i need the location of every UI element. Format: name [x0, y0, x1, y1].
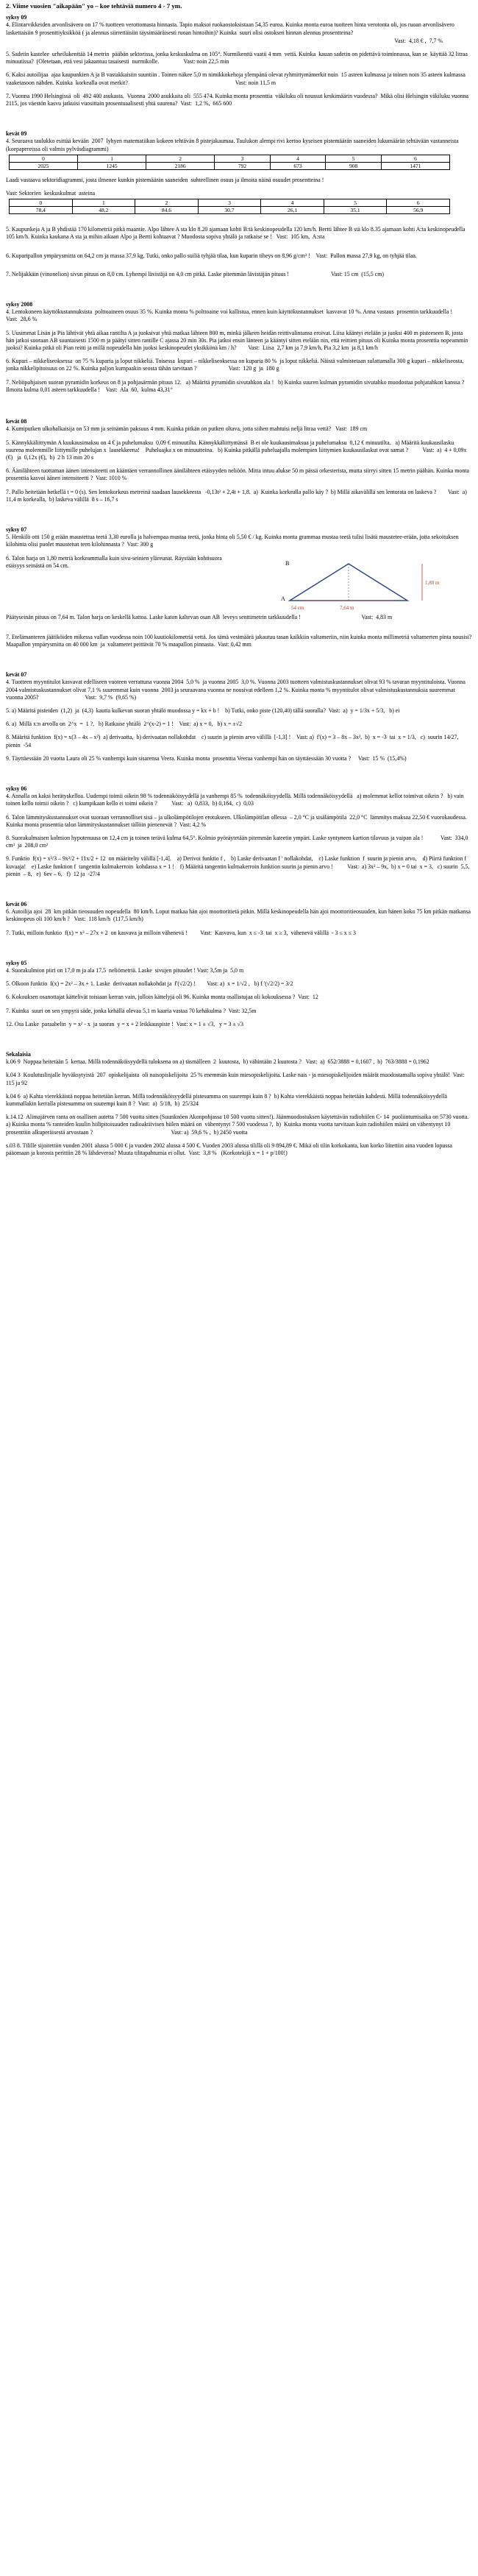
table-cell: 2025	[10, 162, 78, 169]
table-cell: 908	[326, 162, 382, 169]
table-cell: 5	[324, 199, 387, 207]
table-cell: 84,6	[135, 207, 199, 214]
overhang-label: 54 cm	[291, 604, 304, 611]
answer-text: Vast: Sektorien keskuskulmat asteina	[6, 190, 96, 197]
problem-text: 5. Olkoon funktio f(x) = 2x² – 3x + 1. Laske derivaatan nollakohdat ja f'(√2/2) ! Vast: a) x = 1/√2 , b) f '(√2/2) = 3/2	[6, 980, 293, 988]
problem-text: 4. Suorakulmion piiri on 17,0 m ja ala 17,5 neliömetriä. Laske sivujen pituudet ! Vast: 3,5m ja 5,0 m	[6, 967, 244, 974]
table-cell: 4	[261, 199, 324, 207]
section-heading-syksy-06: syksy 06	[6, 785, 27, 792]
problem-text: 8. Suorakulmaisen kolmion hypotenuusa on 12,4 cm ja toinen terävä kulma 64,5°. Kolmio pyöräytetään pitemmän kateetin ympäri. Laske syntyneen kartion tilavuus ja vaipan ala ! Vast: 334,0 cm³ ja 208,0 cm²	[6, 834, 470, 849]
table-row	[10, 199, 450, 207]
section-heading-kevat-08: kevät 08	[6, 418, 27, 425]
problem-text: 5. Henkilö otti 150 g erään maustettua teetä 3,30 eurolla ja halvempaa mustaa teetä, jonka hinta oli 5,50 € / kg. Kuinka monta grammaa mustaa teetä tulisi lisätä maustetee-erään, jotta sekoituksen kilohinta olisi puolet maustetun teen kilohinnasta ? Vast: 300 g	[6, 534, 460, 548]
problem-text: 4. Annalla on kaksi herätyskelloa. Uudempi toimii oikein 98 % todennäköisyydellä ja vanhempi 85 % todennäköisyydellä. Millä todennäköisyydellä a) molemmat kellot toimivat oikein ? b) vain toinen kello toimii oikein ? c) kumpikaan kello ei toimi oikein ? Vast: a) 0,833, b) 0,164, c) 0,03	[6, 793, 465, 807]
table-cell: 792	[215, 162, 271, 169]
problem-text: 7. Etelämanteren jäätiköiden mikessa vallan vuodessa noin 100 kuutiokilometriä vettä. Jos tämä vesimäärä jakautuu tasan kaikkiin valtameriin, niin kuinka monta millimetriä valtamerten pinta nousisi? Maapallon ympärysmitta on 40 000 km ja valtameret peittävät 70 % maapallon pinnasta. Vast: 0,42 mm	[6, 633, 474, 648]
point-a-label: A	[281, 595, 285, 602]
table-cell: 1245	[78, 162, 146, 169]
problem-text: 7. Tutki, milloin funktio f(x) = x³ – 27x + 2 on kasvava ja milloin vähenevä ! Vast: Kasvava, kun x ≤ -3 tai x ≥ 3, vähenevä välillä - 3 ≤ x ≤ 3	[6, 929, 356, 936]
problem-text: 9. Funktio f(x) = x³/3 – 9x²/2 + 11x/2 + 12 on määritelty välillä [-1,4]. a) Derivoi funktio f , b) Laske derivaatan f ' nollakohdat, c) Laske funktion f suurin ja pienin arvo, d) Piirrä funktion f kuvaaja! e) Laske funktion f tangentin kulmakerroin kohdassa x = 1 ! f) Määritä tangentin kulmakerroin funktion suurin ja pienin arvo ! Vast: a) 3x² – 9x, b) x = 0 tai x = 3, c) suurin 5,5, pienin – 8, e) 6ev – 6, f) 12 ja -27/4	[6, 855, 473, 877]
problem-text: 4. Seuraava taulukko esittää kevään 2007 lyhyen matematiikan kokeen tehtävän 8 pistejakaumaa. Taulukon alempi rivi kertoo kyseisen pistemäärän saaneiden lukumäärän tehtävään vastanneista (koepapereissa oli valmis pylväsdiagrammi)	[6, 138, 460, 152]
problem-text: 4. Tuotteen myyntitulot kasvavat edelliseen vuoteen verrattuna vuonna 2004 5,0 % ja vuonna 2005 3,0 %. Vuonna 2003 tuotteen valmistuskustannukset olivat 93 % tavaran myyntituloista. Vuonna 2004 valmistuskustannukset olivat 7,1 % suuremmat kuin vuonna 2003 ja seuraavana vuonna ne nousivat edelleen 1,2 %. Kuinka monta % myyntitulot olivat valmistuskustannuksia suuremmat vuonna 2005? Vast: 9,7 % (9,65 %)	[6, 679, 468, 701]
table-cell: 2186	[146, 162, 215, 169]
problem-text: 5. Uusimmat Lisän ja Pia lähtivät yhtä aikaa rantilta A ja juoksivat yhtä matkaa lähteen 800 m, minkä jälkeen heidän reittivalintansa eroivat. Liisa kääntyi etelään ja juoksi 400 m pisteeseen B, josta hän jatkoi suoraan AB suuntaisesti 1500 m ja päätyi sitten rantille C ajassa 20 min 30s. Pia jatkoi ensin länteen ja kääntyi sitten etelään nin, että reittien pituus oli Kuinka monta prosenttia nopeammin juoksi? Kuinka pitkä oli Pian reitti ja millä nopeudella hän juoksi keskinopeudet yksikkönä km / h? Vast: Liisa 2,7 km ja 7,9 km/h, Pia 3,2 km ja 8,1 km/h	[6, 329, 470, 352]
problem-text: 5. Kaupunkeja A ja B yhdistää 170 kilometriä pitkä maantie. Alpo lähtee A sta klo 8.20 ajamaan kohti B:tä keskinopeudella 120 km/h. Bertti lähtee B stä klo 8.35 ajamaan kohti A:ta keskinopeudella 105 km/h. Kuinka kaukana A sta ja mihin aikaan Alpo ja Bertti kohtaavat ? Muodosta sopiva yhtälö ja ratkaise se ! Vast: 105 km, A:sta	[6, 226, 467, 241]
table-row	[10, 162, 450, 169]
problem-text: k.14.12 Alimajärven ranta on osallisen autetta 7 500 vuotta sitten (Suunknöen Akonpohjassa 10 500 vuotta sitten!). Jäänmuodostuksen käytettävän radiohiilen C- 14 puoliintumisaika on 5730 vuotta. a) Kuinka monta % ranteiden kuulin hiilipitoisuuden radioaktiivisen hiilen määrä on vähentynyt 7 500 vuodessa ?, b) Kuinka monta vuotta tarvitaan kuin radiohiilen määrä on vähentynyt 10 prosenttiin alkuperäisestä arvostaan ? Vast: a) 59,6 % , b) 2450 vuotta	[6, 1114, 471, 1136]
problem-text: 5. Sadetin kastelee urheilukenttää 14 metrin pääbän sektorissa, jonka keskuskulma on 105°. Nurmikenttä vaatii 4 mm vettä. Kuinka kauan sadetin on pidettävä toiminnassa, kun se käyttää 32 litraa minuutissa? (Oletetaan, että vesi jakaantuu tasaisesti nurmikolle. Vast: noin 22,5 min	[6, 51, 469, 66]
table-cell: 4	[270, 155, 326, 162]
problem-text: 7. Vuonna 1990 Helsingissä oli 492 400 asukasta. Vuonna 2000 asukkaita oli 555 474. Kuinka monta prosenttia väkiluku oli noussut keskimäärin vuodessa? Mikä olisi Helsingin väkiluku vuonna 2115, jos väestön kasvu jatkuisi vuosittain prosentuaalisesti yhtä suurena? Vast: 1,2 %, 665 600	[6, 92, 471, 107]
table-cell: 6	[381, 155, 449, 162]
problem-text: 12. Osa Laske paraabelin y = x² - x ja suoran y = x + 2 leikkauspiste ! Vast: x = 1 ± √3, y = 3 ± √3	[6, 1020, 243, 1027]
section-heading-syksy-2008: syksy 2008	[6, 301, 33, 308]
table-cell: 56,9	[387, 207, 450, 214]
sector-angle-table	[9, 199, 450, 214]
roof-diagram	[275, 555, 466, 614]
section-heading-syksy-09: syksy 09	[6, 14, 27, 21]
problem-text: 6. Kokouksen osanottajat kättelivät toisiaan kerran vain, jolloin kättelyjä oli 96. Kuinka monta osallistujaa oli kokouksessa ? Vast: 12	[6, 994, 318, 1001]
problem-text: s.03 8. Tilille sijoitettiin vuoden 2001 alussa 5 000 € ja vuoden 2002 alussa 4 500 €. Vuoden 2003 alussa tilillä oli 9 894,89 €. Mikä oli tilin korkokanta, kun korko liitettiin aina vuoden lopussa pääomaan ja korosta perittiin 28 % lähdeveroa? Muuta tilitapahtumia ei ollut. Vast: 3,8 % (Korkotekijä x = 1 + p/100!)	[6, 1142, 454, 1157]
problem-text: 6. Äänilähteen tuottaman äänen intensiteetti on kääntäen verrannollinen äänilähteen etäisyyden neliöön. Mitta intuu alukse 50 m pässä orkesterista, mutta siirryi sitten 15 metrin päähän. Kuinka monta prosenttia kasvoi äänen intensiteetti ? Vast: 1010 %	[6, 467, 471, 482]
problem-text: Laadi vastaava sektoridiagrammi, josta ilmenee kunkin pistemäärän saaneiden suhteellinen osuus ja ilmoita näinä osuudet prosentteina !	[6, 176, 324, 183]
table-cell: 1471	[381, 162, 449, 169]
problem-text: 7. Pallo heitetään hetkellä t = 0 (s). Sen lentokorkeus metreinä saadaan lausekkeesta -0,13t² + 2,4t + 1,8. a) Kuinka korkealla pallo käy ? b) Millä aikavälillä sen lentorata on laskeva ? Vast: a) 11,4 m korkealla, b) laskeva välillä 8 s – 16,7 s	[6, 488, 468, 503]
problem-text: 6. Talon lämmityskustannukset ovat suoraan verrannolliset sisä – ja ulkolämpötilojen erotukseen. Ulkolämpötilan ollessa – 2,0 °C ja sisälämpötila 22,0 °C lämmitys maksaa 22,50 € vuorokaudessa. Kuinka monta prosenttia talon lämmityskustannukset tällöin pienenevät ? Vast: 4,2 %	[6, 813, 468, 828]
problem-text: 5. a) Määritä pisteiden (1,2) ja (4,3) kautta kulkevan suoran yhtälö muodossa y = kx + b ! b) Tutki, onko piste (120,40) tällä suoralla? Vast: a) y = 1/3x + 5/3, b) ei	[6, 707, 400, 714]
problem-text: 5. Kännykkäliittymän A kuukausimaksu on 4 € ja puhelumaksu 0,09 € minuutilta. Kännykkäliittymässä B ei ole kuukausimaksua ja puhelumaksu 0,12 € minuutilta. a) Määritä kuukausilasku suurena molemmille liittymille puhelujan x lausekkeena! Puheluajka x on minuutteina. b) Kuinka pitkällä puheluajalla molempien liittymien kuukausilaskut ovat samat ? Vast: a) 4 + 0,09x (€) ja 0,12x (€), b) 2 h 13 min 20 s	[6, 439, 468, 461]
height-label: 1,80 m	[425, 579, 440, 586]
problem-text: 4. Kumiputken ulkohalkaisija on 53 mm ja seinämän paksuus 4 mm. Kuinka pitkän on putken oltava, jotta siihen mahtuisi neljä litraa vettä? Vast: 189 cm	[6, 425, 368, 433]
problem-text: 6. Kuparipallon ympärysmitta on 64,2 cm ja massa 37,9 kg. Tutki, onko pallo suiliä tyhjää tilaa, kun kuparin tiheys on 8,96 g/cm³ ! Vast: Pallon massa 27,9 kg, on tyhjää tilaa.	[6, 252, 417, 259]
problem-text: 4. Elintarvikkeiden arvonlisävero on 17 % tuotteen verottomasta hinnasta. Tapio maksoi ruokaostoksistaan 54,35 euroa. Kuinka monta euroa tuotteen hinta verotonta oli, jos ruoan arvonlisävero laskettaisiin 9 prosenttiyksikköä ( ja alennus siirrettäisiin täysimääräisesti ruoan hintoihin)? Kuinka suuri olisi ostoksen hinnan alennus prosentteina?	[6, 21, 456, 36]
problem-text: 8. Määritä funktion f(x) = x(3 – 4x – x²) a) derivaatta, b) derivaatan nollakohdat c) suurin ja pienin arvo välillä [-1,3] ! Vast: a) f'(x) = 3 – 8x – 3x², b) x = -3 tai x = 1/3, c) suurin 14/27, pienin -54	[6, 734, 462, 749]
problem-text: 6. Talon harja on 1,80 metriä korkeammalla kuin sivu-seinien yläreunat. Räystään kohtisuora etäisyys seinästä on 54 cm.	[6, 554, 224, 569]
page-title: 2. Viime vuosien "aikapään" yo – koe tehtäviä numero 4 - 7 ym.	[6, 2, 182, 10]
table-cell: 48,2	[72, 207, 135, 214]
problem-text: Päätyseinän pituus on 7,64 m. Talon harja on keskellä kattoa. Laske katon kaltevan osan AB leveys senttimetrin tarkkuudella ! Vast: 4,83 m	[6, 613, 393, 620]
problem-text: 6. a) Millä x:n arvolla on 2^x = 1 ?, b) Ratkaise yhtälö 2^(x-2) = 1 ! Vast: a) x = 0, b) x = ±√2	[6, 721, 243, 728]
score-distribution-table	[9, 155, 450, 170]
table-cell: 2	[135, 199, 199, 207]
table-cell: 0	[10, 199, 73, 207]
problem-text: 7. Neliöpohjaisen suoran pyramidin korkeus on 8 ja pohjasärmän pituus 12. a) Määritä pyramidin sivutahkon ala ! b) Kuinka suuren kulman pyramidin sivutahko muodostaa pohjatahkon kanssa ? Ilmoita kulma 0,01 asteen tarkkuudella ! Vast: Ala 60, kulma 43,31°	[6, 378, 471, 393]
problem-text: k.04 3 Koulutuslinjalle hyväksytyistä 207 opiskelijaista oli naisopiskelijoita 25 % enemmän kuin miesopiskelijoita. Laske nais - ja miesopiskelijoiden määrät muodostamalla sopiva yhtälö! Vast: 115 ja 92	[6, 1072, 466, 1086]
table-cell: 1	[78, 155, 146, 162]
table-cell: 1	[72, 199, 135, 207]
problem-text: 6. Kaksi autoilijaa ajaa kaupunkien A ja B vastakkaisiin suuntiin . Toinen näkee 5,0 m nimikkokehoja ylempänä olevat ryhmittymämerkit nuin 15 asteen kulmassa ja toinen noin 35 asteen kulmassa vaaketasoon nähden. Kuinka korkealla ovat merkit? Vast: noin 11,5 m	[6, 71, 467, 86]
section-heading-syksy-05: syksy 05	[6, 959, 27, 966]
problem-text: 6. Autoilija ajoi 28 km pitkän tieosuuden nopeudella 80 km/h. Loput matkaa hän ajoi moottoritietä pitkin. Millä keskinopeudella hän ajoi moottoritieosuuden, kun hänen koko 75 km pitkän matkansa keskinopeus oli 100 km/h ? Vast: 118 km/h (117,5 km/h)	[6, 908, 472, 923]
problem-text: k.06 9 Noppaa heitetään 5 kertaa. Millä todennäköisyydellä tuloksena on a) täsmälleen 2 kuutosta, b) vähintään 2 kuutosta ? Vast: a) 652/3888 = 0,1607 , b) 763/3888 = 0,1962	[6, 1058, 429, 1066]
table-cell: 6	[387, 199, 450, 207]
table-cell: 673	[270, 162, 326, 169]
answer-text: Vast: 4,18 € , 7,7 %	[394, 37, 443, 44]
section-heading-syksy-07: syksy 07	[6, 526, 27, 533]
problem-text: 7. Kuinka suuri on sen ympyrä säde, jonka kehällä olevaa 5,1 m kaaria vastaa 70 kehäkulma ? Vast: 32,5m	[6, 1007, 257, 1014]
table-cell: 5	[326, 155, 382, 162]
problem-text: 4. Lentokoneen käyttökustannuksista polttoaineen osuus 35 %. Kuinka monta % polttoaine voi kallistua, ennen kuin käyttökustannukset kasvavat 10 %. Anna vastaus prosentin tarkkuudella ! Vast: 28,6 %	[6, 308, 465, 323]
table-cell: 35,1	[324, 207, 387, 214]
table-row	[10, 207, 450, 214]
problem-text: 7. Nelijakkäin (vinonelion) sivun pituus on 8,0 cm. Lyhempi lävistäjä on 4,0 cm pitkä. Laske pitemmän lävistäjän pituus ! Vast: 15 cm (15,5 cm)	[6, 270, 384, 277]
table-cell: 30,7	[198, 207, 261, 214]
problem-text: 6. Kupari – nikkeliseoksessa on 75 % kuparia ja loput nikkeliä. Toisessa kupari – nikkeliseoksessa on kuparia 80 % ja loput nikkeliä. Näistä valmistetaan sulattamalla 300 g kupari – nikkeliseosta, jonka nikkelipitoisuus on 22 %. Kuinka paljon kumpaakin seosta tähän tarvitaan ? Vast: 120 g ja 180 g	[6, 358, 465, 372]
table-cell: 78,4	[10, 207, 73, 214]
point-b-label: B	[285, 559, 290, 567]
table-cell: 2	[146, 155, 215, 162]
table-cell: 26,1	[261, 207, 324, 214]
problem-text: k.04 6 a) Kahta vierekkäistä noppaa heitetään kerran. Millä todennäköisyydellä pistesumma on suurempi kuin 8 ? b) Kahta vierekkäistä noppaa heitetään kahdesti. Millä todennäköisyydellä kummallakin kerralla pistesumma on suurempi kuin 8 ? Vast: a) 5/18, b) 25/324	[6, 1092, 449, 1108]
table-cell: 3	[198, 199, 261, 207]
section-heading-kevat-06: kevät 06	[6, 901, 27, 907]
table-row	[10, 155, 450, 162]
section-heading-kevat-09: kevät 09	[6, 130, 27, 138]
section-heading-sekalaisia: Sekalaisia	[6, 1051, 31, 1058]
table-cell: 3	[215, 155, 271, 162]
width-label: 7,64 m	[340, 604, 354, 611]
section-heading-kevat-07: kevät 07	[6, 671, 27, 679]
problem-text: 9. Täyttäessään 20 vuotta Laura oli 25 % vanhempi kuin sisarensa Veera. Kuinka monta prosenttia Veeraa vanhempi hän on täyttäessään 30 vuotta ? Vast: 15 % (15,4%)	[6, 754, 407, 762]
table-cell: 0	[10, 155, 78, 162]
